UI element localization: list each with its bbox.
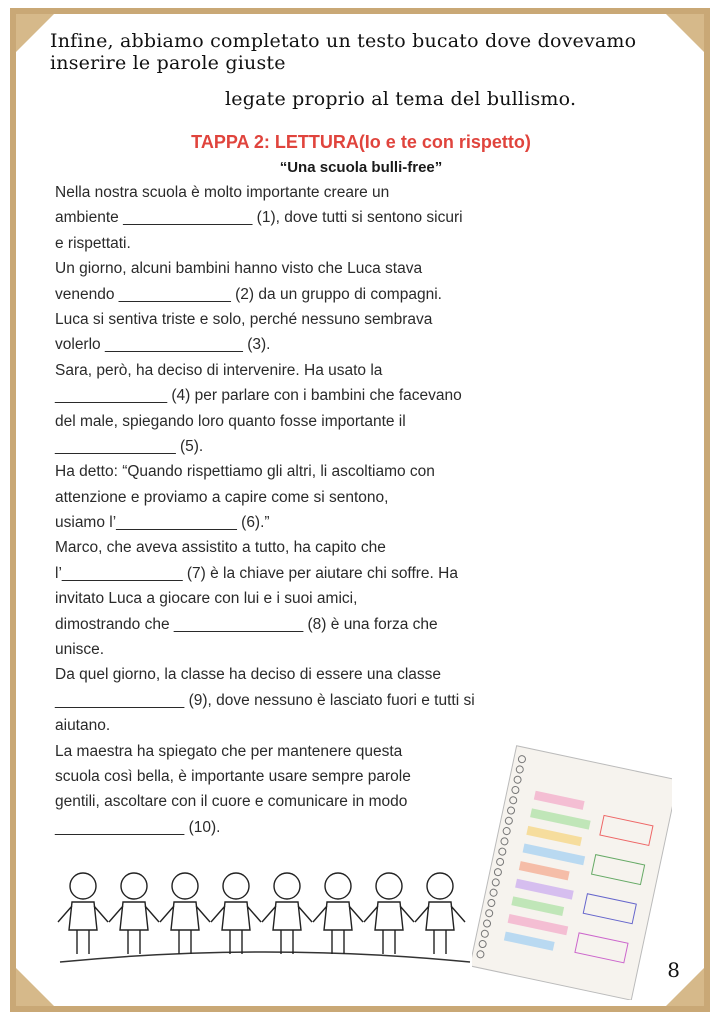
child-body bbox=[313, 902, 363, 954]
text-line: l’______________ (7) è la chiave per aiutare chi soffre. Ha bbox=[55, 564, 458, 582]
text-line: del male, spiegando loro quanto fosse importante il bbox=[55, 412, 406, 430]
section-title: TAPPA 2: LETTURA(Io e te con rispetto) bbox=[191, 132, 531, 152]
child-body bbox=[364, 902, 414, 954]
corner-ornament bbox=[16, 968, 54, 1006]
text-line: _____________ (4) per parlare con i bambini che facevano bbox=[55, 387, 462, 405]
child-body bbox=[211, 902, 261, 954]
text-line: La maestra ha spiegato che per mantenere questa bbox=[55, 742, 403, 760]
text-line: gentili, ascoltare con il cuore e comunicare in modo bbox=[55, 793, 408, 811]
child-head bbox=[223, 873, 249, 899]
text-line: scuola così bella, è importante usare sempre parole bbox=[55, 767, 411, 785]
text-line: Luca si sentiva triste e solo, perché nessuno sembrava bbox=[55, 310, 433, 328]
children-holding-hands-illustration bbox=[55, 858, 475, 968]
child-body bbox=[262, 902, 312, 954]
text-line: Da quel giorno, la classe ha deciso di essere una classe bbox=[55, 666, 442, 684]
text-line: _______________ (9), dove nessuno è lasciato fuori e tutti si bbox=[55, 691, 475, 709]
text-line: invitato Luca a giocare con lui e i suoi amici, bbox=[55, 590, 358, 608]
child-head bbox=[172, 873, 198, 899]
text-line: volerlo ________________ (3). bbox=[55, 336, 271, 354]
intro-line-2: legate proprio al tema del bullismo. bbox=[225, 88, 577, 110]
child-head bbox=[427, 873, 453, 899]
child-head bbox=[70, 873, 96, 899]
text-line: Sara, però, ha deciso di intervenire. Ha usato la bbox=[55, 361, 383, 379]
child-head bbox=[121, 873, 147, 899]
text-line: Marco, che aveva assistito a tutto, ha capito che bbox=[55, 539, 386, 557]
page-number: 8 bbox=[667, 958, 680, 982]
text-line: Ha detto: “Quando rispettiamo gli altri, li ascoltiamo con bbox=[55, 463, 435, 481]
text-line: Un giorno, alcuni bambini hanno visto che Luca stava bbox=[55, 260, 423, 278]
child-body bbox=[109, 902, 159, 954]
child-body bbox=[415, 902, 465, 954]
text-line: unisce. bbox=[55, 641, 105, 659]
text-line: aiutano. bbox=[55, 717, 111, 735]
child-head bbox=[325, 873, 351, 899]
text-line: _______________ (10). bbox=[55, 818, 221, 836]
child-body bbox=[58, 902, 108, 954]
text-line: e rispettati. bbox=[55, 234, 131, 252]
text-line: dimostrando che _______________ (8) è una forza che bbox=[55, 615, 438, 633]
text-line: usiamo l’______________ (6).” bbox=[55, 514, 270, 532]
text-line: venendo _____________ (2) da un gruppo di compagni. bbox=[55, 285, 442, 303]
text-line: Nella nostra scuola è molto importante creare un bbox=[55, 184, 390, 201]
story-title: “Una scuola bulli-free” bbox=[279, 159, 443, 176]
corner-ornament bbox=[16, 14, 54, 52]
text-line: ambiente _______________ (1), dove tutti si sentono sicuri bbox=[55, 209, 463, 227]
intro-line-1: Infine, abbiamo completato un testo bucato dove dovevamo inserire le parole giuste bbox=[50, 30, 637, 74]
text-line: ______________ (5). bbox=[55, 437, 204, 455]
text-line: attenzione e proviamo a capire come si sentono, bbox=[55, 488, 389, 506]
child-body bbox=[160, 902, 210, 954]
notebook-photo bbox=[472, 740, 672, 1000]
child-head bbox=[376, 873, 402, 899]
child-head bbox=[274, 873, 300, 899]
